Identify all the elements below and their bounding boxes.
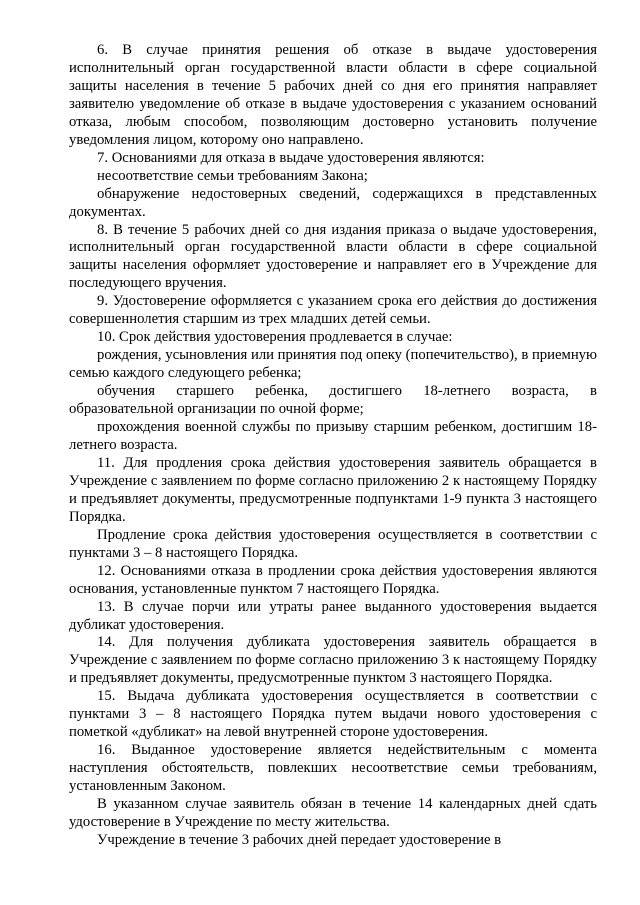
paragraph-12: 12. Основаниями отказа в продлении срока действия удостоверения являются основания, установленные пунктом 7 настоящего Порядка. — [69, 562, 597, 597]
paragraph-9: 9. Удостоверение оформляется с указанием срока его действия до достижения совершеннолетия старшим из трех младших детей семьи. — [69, 293, 597, 328]
paragraph-7-item-1: несоответствие семьи требованиям Закона; — [97, 167, 368, 184]
paragraph-10-item-1: рождения, усыновления или принятия под опеку (попечительство), в приемную семью каждого следующего ребенка; — [69, 347, 597, 382]
paragraph-10-item-3: прохождения военной службы по призыву старшим ребенком, достигшим 18-летнего возраста. — [69, 419, 597, 453]
paragraph-8: 8. В течение 5 рабочих дней со дня издания приказа о выдаче удостоверения, исполнительный орган государственной власти области в сфере социальной защиты населения оформляет удостоверение и направляет его в Учреждение для последующего вручения. — [69, 221, 597, 292]
paragraph-11-continued: Продление срока действия удостоверения осуществляется в соответствии с пунктами 3 – 8 настоящего Порядка. — [69, 526, 597, 561]
paragraph-15: 15. Выдача дубликата удостоверения осуществляется в соответствии с пунктами 3 – 8 настоящего Порядка путем выдачи нового удостоверения с пометкой «дубликат» на левой внутренней стороне удостоверения. — [69, 688, 597, 741]
paragraph-13: 13. В случае порчи или утраты ранее выданного удостоверения выдается дубликат удостоверения. — [69, 598, 597, 633]
paragraph-7-item-2: обнаружение недостоверных сведений, содержащихся в представленных документах. — [69, 185, 597, 220]
paragraph-11: 11. Для продления срока действия удостоверения заявитель обращается в Учреждение с заявлением по форме согласно приложению 2 к настоящему Порядку и предъявляет документы, предусмотренные подпунктами 1-9 пункта 3 настоящего Порядка. — [69, 454, 597, 525]
paragraph-10: 10. Срок действия удостоверения продлевается в случае: — [97, 329, 453, 346]
paragraph-7: 7. Основаниями для отказа в выдаче удостоверения являются: — [97, 149, 485, 166]
paragraph-16-continued: В указанном случае заявитель обязан в течение 14 календарных дней сдать удостоверение в Учреждение по месту жительства. — [69, 796, 597, 830]
paragraph-16: 16. Выданное удостоверение является недействительным с момента наступления обстоятельств, повлекших несоответствие семьи требованиям, установленным Законом. — [69, 742, 597, 795]
paragraph-10-item-2: обучения старшего ребенка, достигшего 18-летнего возраста, в образовательной организации по очной форме; — [69, 383, 597, 418]
paragraph-14: 14. Для получения дубликата удостоверения заявитель обращается в Учреждение с заявлением по форме согласно приложению 3 к настоящему Порядку и предъявляет документы, предусмотренные пунктом 3 настоящего Порядка. — [69, 634, 597, 687]
paragraph-6: 6. В случае принятия решения об отказе в выдаче удостоверения исполнительный орган государственной власти области в сфере социальной защиты населения в течение 5 рабочих дней со дня его принятия направляет заявителю уведомление об отказе в выдаче удостоверения с указанием оснований отказа, любым способом, позволяющим достоверно установить получение уведомления лицом, которому оно направлено. — [69, 42, 597, 148]
paragraph-16-last: Учреждение в течение 3 рабочих дней передает удостоверение в — [97, 831, 502, 848]
